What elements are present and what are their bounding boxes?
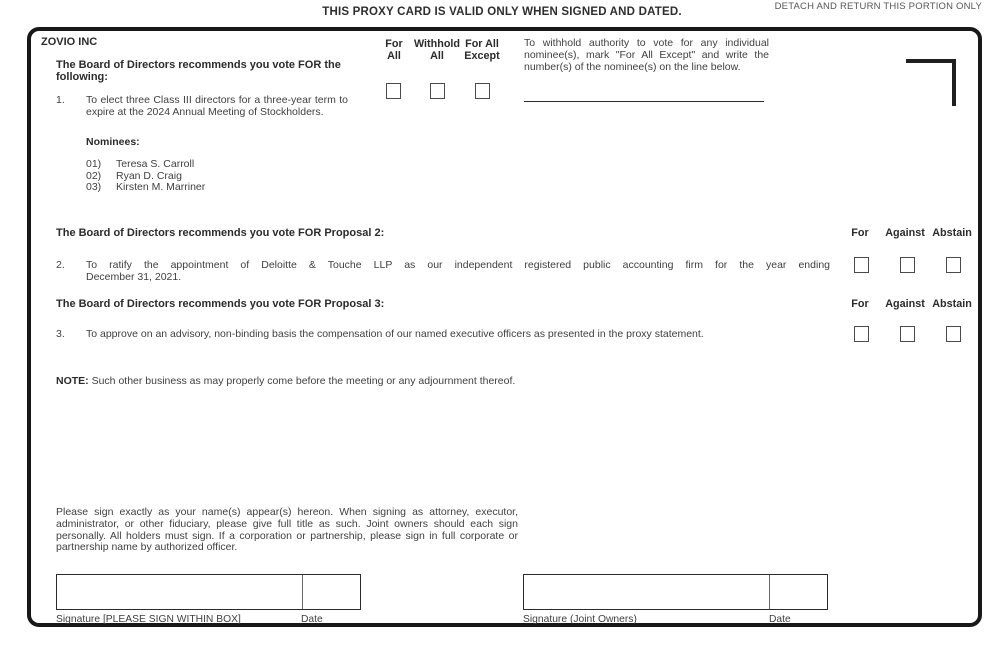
proposal2-abstain-checkbox[interactable] — [946, 257, 961, 273]
section1-heading: The Board of Directors recommends you vote FOR the following: — [56, 59, 341, 83]
column-header-for-all-except — [457, 39, 507, 62]
note-label: NOTE: — [56, 375, 89, 387]
column-header-for: For — [851, 227, 869, 239]
proposal1-number: 1. — [56, 94, 65, 106]
proposal2-against-checkbox[interactable] — [900, 257, 915, 273]
proposal2-text — [86, 260, 830, 284]
nominee-number: 01) — [86, 158, 102, 170]
nominee-name: Kirsten M. Marriner — [116, 181, 206, 194]
nominee-item — [86, 182, 205, 194]
proposal3-abstain-checkbox[interactable] — [946, 326, 961, 342]
proposal1-for-all-except-checkbox[interactable] — [475, 83, 490, 99]
column-header-abstain: Abstain — [932, 227, 972, 239]
joint-signature-label: Signature (Joint Owners) — [523, 614, 637, 625]
column-header-line: All — [430, 49, 444, 62]
joint-signature-box[interactable] — [523, 574, 828, 610]
note-line — [56, 376, 856, 388]
column-header-line: For — [385, 38, 403, 50]
proposal3-number: 3. — [56, 328, 65, 340]
note-text: Such other business as may properly come before the meeting or any adjournment thereof. — [88, 375, 516, 387]
proposal1-withhold-all-checkbox[interactable] — [430, 83, 445, 99]
signature-date-divider — [302, 575, 303, 609]
column-header-line: For All — [465, 38, 499, 50]
withhold-instruction: To withhold authority to vote for any individual nominee(s), mark "For All Except" and write the number(s) of the nominee(s) on the line below. — [524, 37, 769, 73]
nominee-number: 03) — [86, 181, 102, 194]
proposal1-for-all-checkbox[interactable] — [386, 83, 401, 99]
nominee-name: Teresa S. Carroll — [116, 158, 195, 170]
proxy-validity-title: THIS PROXY CARD IS VALID ONLY WHEN SIGNED AND DATED. — [322, 6, 682, 18]
proposal3-against-checkbox[interactable] — [900, 326, 915, 342]
signature-instructions: Please sign exactly as your name(s) appear(s) hereon. When signing as attorney, executor, administrator, or other fiduciary, please give full title as such. Joint owners should each sign personally. All holders must sign. If a corporation or partnership, please sign in full corporate or partnership name by authorized officer. — [56, 506, 518, 554]
proposal1-text: To elect three Class III directors for a three-year term to expire at the 2024 Annual Meeting of Stockholders. — [86, 94, 348, 118]
primary-signature-label: Signature [PLEASE SIGN WITHIN BOX] — [56, 614, 241, 625]
proposal3-vote-headers — [838, 299, 976, 311]
detach-instruction: DETACH AND RETURN THIS PORTION ONLY — [774, 1, 982, 12]
primary-signature-box[interactable] — [56, 574, 361, 610]
proposal3-text: To approve on an advisory, non-binding basis the compensation of our named executive officers as presented in the proxy statement. — [86, 328, 704, 340]
proposal2-text-line2: December 31, 2021. — [86, 270, 182, 283]
proxy-card — [27, 27, 982, 627]
proposal3-heading: The Board of Directors recommends you vote FOR Proposal 3: — [56, 298, 385, 310]
column-header-against: Against — [885, 227, 925, 239]
column-header-abstain: Abstain — [932, 298, 972, 310]
proposal2-text-line1: To ratify the appointment of Deloitte & Touche LLP as our independent registered public accounting firm for the year ending — [86, 259, 830, 271]
nominees-label: Nominees: — [86, 136, 140, 148]
proposal2-vote-headers — [838, 228, 976, 240]
nominee-name: Ryan D. Craig — [116, 169, 182, 182]
proposal3-for-checkbox[interactable] — [854, 326, 869, 342]
column-header-against: Against — [885, 298, 925, 310]
nominees-list — [86, 159, 205, 194]
primary-date-label: Date — [301, 614, 323, 625]
column-header-line: Except — [464, 49, 500, 62]
corner-mark — [906, 59, 956, 106]
joint-date-label: Date — [769, 614, 791, 625]
company-name: ZOVIO INC — [41, 36, 98, 48]
nominee-number: 02) — [86, 169, 102, 182]
nominee-exception-writein-line[interactable] — [524, 87, 764, 102]
column-header-line: Withhold — [413, 38, 461, 50]
signature-date-divider — [769, 575, 770, 609]
proposal2-heading: The Board of Directors recommends you vote FOR Proposal 2: — [56, 227, 385, 239]
column-header-for: For — [851, 298, 869, 310]
proposal2-for-checkbox[interactable] — [854, 257, 869, 273]
proposal2-number: 2. — [56, 259, 65, 271]
column-header-line: All — [387, 49, 401, 62]
